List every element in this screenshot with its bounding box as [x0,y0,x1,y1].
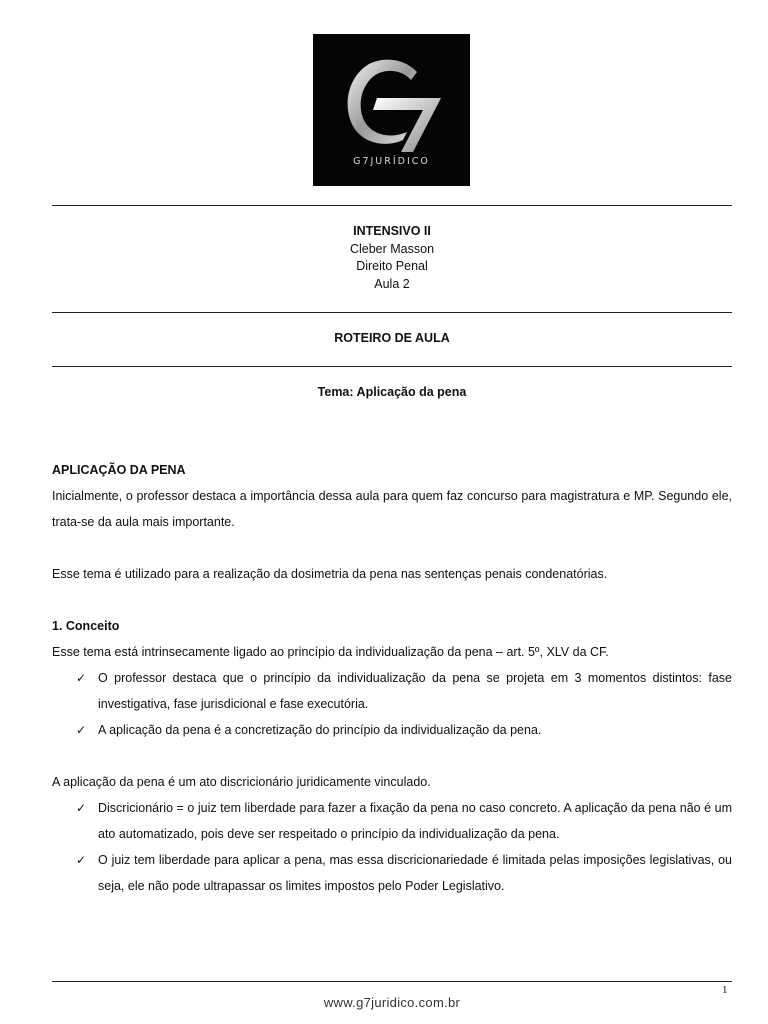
check-icon: ✓ [76,723,87,737]
concept-list [52,665,732,743]
lesson-theme: Tema: Aplicação da pena [317,385,467,399]
list-item [52,717,732,743]
page-number: 1 [722,984,728,996]
check-icon: ✓ [76,671,87,685]
discricionario-paragraph: A aplicação da pena é um ato discricionário juridicamente vinculado. [52,775,431,789]
course-header [52,223,732,293]
footer-url[interactable]: www.g7juridico.com.br [323,995,461,1010]
list-item-text: A aplicação da pena é a concretização do princípio da individualização da pena. [98,723,542,737]
list-item [52,665,732,717]
footer-rule [52,981,732,982]
discretion-list [52,795,732,899]
course-title: INTENSIVO II [353,224,431,238]
header-middle-rule [52,312,732,313]
list-item-text: O professor destaca que o princípio da individualização da pena se projeta em 3 momentos distintos: fase investigativa, fase jurisdicional e fase executória. [98,671,732,711]
subject-name: Direito Penal [356,259,428,273]
list-item-text: O juiz tem liberdade para aplicar a pena, mas essa discricionariedade é limitada pelas imposições legislativas, ou seja, ele não pode ultrapassar os limites impostos pelo Poder Legislativo. [98,853,732,893]
lesson-number: Aula 2 [374,276,410,291]
lesson-body [52,457,732,899]
list-item [52,795,732,847]
list-item [52,847,732,899]
heading-aplicacao: APLICAÇÃO DA PENA [52,463,186,477]
dosimetria-paragraph: Esse tema é utilizado para a realização da dosimetria da pena nas sentenças penais condenatórias. [52,567,608,581]
section-title: ROTEIRO DE AULA [334,331,450,345]
individualizacao-paragraph: Esse tema está intrinsecamente ligado ao princípio da individualização da pena – art. 5º, XLV da CF. [52,645,609,659]
check-icon: ✓ [76,853,87,867]
heading-conceito: 1. Conceito [52,619,120,633]
header-top-rule [52,205,732,206]
header-bottom-rule [52,366,732,367]
g7-logo [313,34,470,186]
list-item-text: Discricionário = o juiz tem liberdade para fazer a fixação da pena no caso concreto. A aplicação da pena não é um ato automatizado, pois deve ser respeitado o princípio da individualização da pena. [98,801,732,841]
logo-wordmark: G7JURÍDICO [353,156,430,167]
professor-name: Cleber Masson [349,241,435,256]
intro-paragraph: Inicialmente, o professor destaca a importância dessa aula para quem faz concurso para magistratura e MP. Segundo ele, trata-se da aula mais importante. [52,489,732,529]
check-icon: ✓ [76,801,87,815]
